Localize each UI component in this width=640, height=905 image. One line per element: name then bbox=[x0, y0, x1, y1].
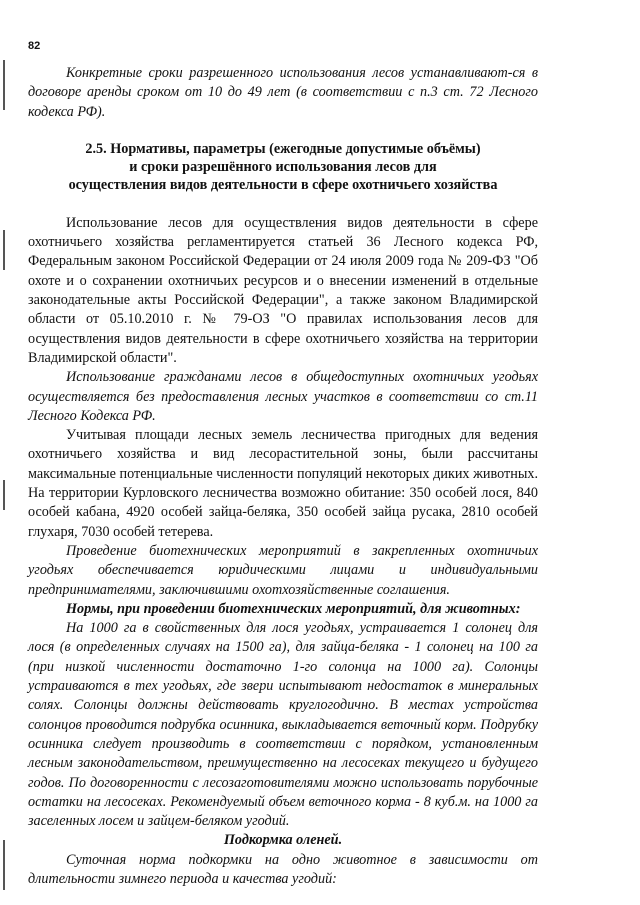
scan-edge-mark bbox=[3, 480, 5, 510]
intro-paragraph: Конкретные сроки разрешенного использования лесов устанавливают-ся в договоре аренды сроком от 10 до 49 лет (в соответствии с п.3 ст. 72 Лесного кодекса РФ). bbox=[28, 65, 538, 120]
page-number: 82 bbox=[28, 40, 41, 52]
paragraph-italic: Проведение биотехнических мероприятий в закрепленных охотничьих угодьях обеспечивается юридическими лицами и индивидуальными предпринимателями, заключившими охотхозяйственные соглашения. bbox=[28, 542, 538, 598]
section-heading-line: осуществления видов деятельности в сфере охотничьего хозяйства bbox=[68, 176, 498, 193]
page-body bbox=[28, 64, 538, 889]
section-heading-line: и сроки разрешённого использования лесов для bbox=[129, 158, 437, 175]
feeding-subheading: Подкормка оленей. bbox=[223, 832, 343, 849]
paragraph-italic: На 1000 га в свойственных для лося угодьях, устраивается 1 солонец для лося (в определенных случаях на 1500 га), для зайца-беляка - 1 солонец на 100 га (при низкой численности достаточно 1-го солонца на 1000 га). Солонцы устраиваются в тех угодьях, где звери испытывают недостаток в минеральных солях. Солонцы должны действовать круглогодично. В местах устройства солонцов проводится подрубка осинника, выкладывается веточный корм. Подрубку осинника следует производить в соответствии с порядком, установленным лесным законодательством, преимущественно на лесосеках текущего и будущего годов. По договоренности с лесозаготовителями можно использовать порубочные остатки на лесосеках. Рекомендуемый объем веточного корма - 8 куб.м. на 1000 га заселенных лосем и зайцем-беляком угодий. bbox=[28, 620, 538, 830]
paragraph: Использование лесов для осуществления видов деятельности в сфере охотничьего хозяйства регламентируется статьей 36 Лесного кодекса РФ, Федеральным законом Российской Федерации от 24 июля 2009 года № 209-ФЗ "Об охоте и о сохранении охотничьих ресурсов и о внесении изменений в отдельные законодательные акты Российской Федерации", а также законом Владимирской области от 05.10.2010 г. № 79-ОЗ "О правилах использования лесов для осуществления видов деятельности в сфере охотничьего хозяйства на территории Владимирской области". bbox=[28, 214, 538, 366]
paragraph-italic: Суточная норма подкормки на одно животное в зависимости от длительности зимнего периода и качества угодий: bbox=[28, 851, 538, 887]
section-heading-line: 2.5. Нормативы, параметры (ежегодные допустимые объёмы) bbox=[85, 140, 481, 157]
paragraph-italic: Использование гражданами лесов в общедоступных охотничьих угодьях осуществляется без предоставления лесных участков в соответствии со ст.11 Лесного Кодекса РФ. bbox=[28, 369, 538, 424]
paragraph: Учитывая площади лесных земель лесничества пригодных для ведения охотничьего хозяйства и вид лесорастительной зоны, были рассчитаны максимальные потенциальные численности популяций некоторых диких животных. На территории Курловского лесничества возможно обитание: 350 особей лося, 840 особей кабана, 4920 особей зайца-беляка, 350 особей зайца русака, 2810 особей глухаря, 7030 особей тетерева. bbox=[28, 427, 538, 540]
scan-edge-mark bbox=[3, 840, 5, 890]
scan-edge-mark bbox=[3, 60, 5, 110]
norms-subheading: Нормы, при проведении биотехнических мероприятий, для животных: bbox=[66, 600, 521, 617]
scan-edge-mark bbox=[3, 230, 5, 270]
section-heading bbox=[28, 140, 538, 194]
